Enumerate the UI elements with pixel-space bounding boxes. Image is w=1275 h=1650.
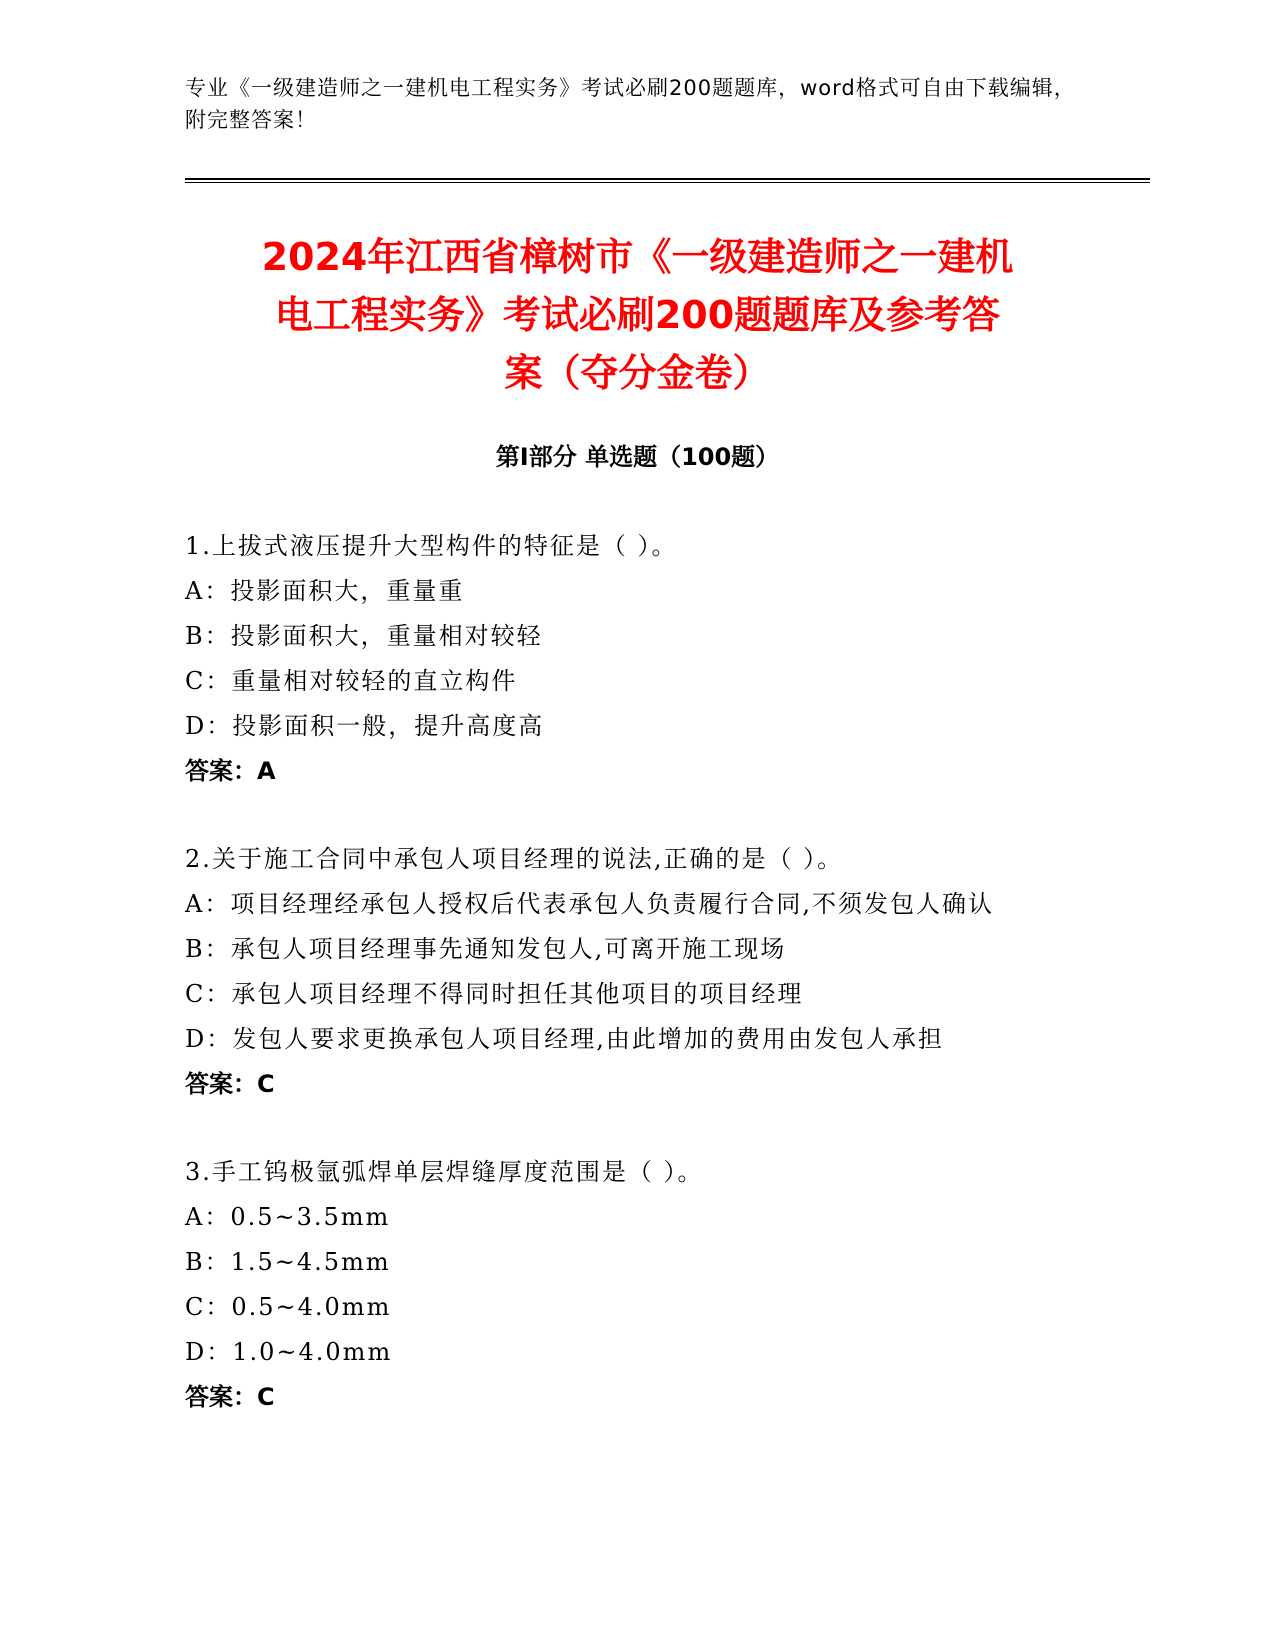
- question-1: [185, 524, 1065, 794]
- option-b: B：投影面积大，重量相对较轻: [185, 622, 543, 650]
- document-title-line-2: 电工程实务》考试必刷200题题库及参考答: [274, 293, 1001, 337]
- option-c: C：承包人项目经理不得同时担任其他项目的项目经理: [185, 980, 804, 1008]
- section-title: 第I部分 单选题（100题）: [495, 443, 780, 471]
- answer: 答案：C: [185, 1070, 275, 1098]
- answer: 答案：A: [185, 757, 276, 785]
- option-c: C：0.5~4.0mm: [185, 1293, 392, 1321]
- question-3: [185, 1150, 1065, 1420]
- question-stem: 2.关于施工合同中承包人项目经理的说法,正确的是（ ）。: [185, 845, 844, 873]
- document-title-line-3: 案（夺分金卷）: [504, 351, 771, 395]
- question-stem: 3.手工钨极氩弧焊单层焊缝厚度范围是（ ）。: [185, 1158, 704, 1186]
- option-a: A：投影面积大，重量重: [185, 577, 465, 605]
- option-d: D：1.0~4.0mm: [185, 1338, 393, 1366]
- question-2: [185, 837, 1065, 1107]
- document-title-line-1: 2024年江西省樟树市《一级建造师之一建机: [261, 235, 1014, 279]
- option-a: A：0.5~3.5mm: [185, 1203, 391, 1231]
- option-c: C：重量相对较轻的直立构件: [185, 667, 518, 695]
- question-stem: 1.上拔式液压提升大型构件的特征是（ ）。: [185, 532, 678, 560]
- option-b: B：1.5~4.5mm: [185, 1248, 391, 1276]
- option-a: A：项目经理经承包人授权后代表承包人负责履行合同,不须发包人确认: [185, 890, 994, 918]
- question-list: [185, 524, 1065, 1463]
- option-d: D：发包人要求更换承包人项目经理,由此增加的费用由发包人承担: [185, 1025, 944, 1053]
- document-title: [150, 228, 1125, 402]
- option-d: D：投影面积一般，提升高度高: [185, 712, 545, 740]
- answer: 答案：C: [185, 1383, 275, 1411]
- header-note: 专业《一级建造师之一建机电工程实务》考试必刷200题题库，word格式可自由下载编辑，附完整答案！: [185, 76, 1076, 132]
- option-b: B：承包人项目经理事先通知发包人,可离开施工现场: [185, 935, 787, 963]
- header-divider-thin: [185, 182, 1150, 183]
- header-divider-thick: [185, 178, 1150, 180]
